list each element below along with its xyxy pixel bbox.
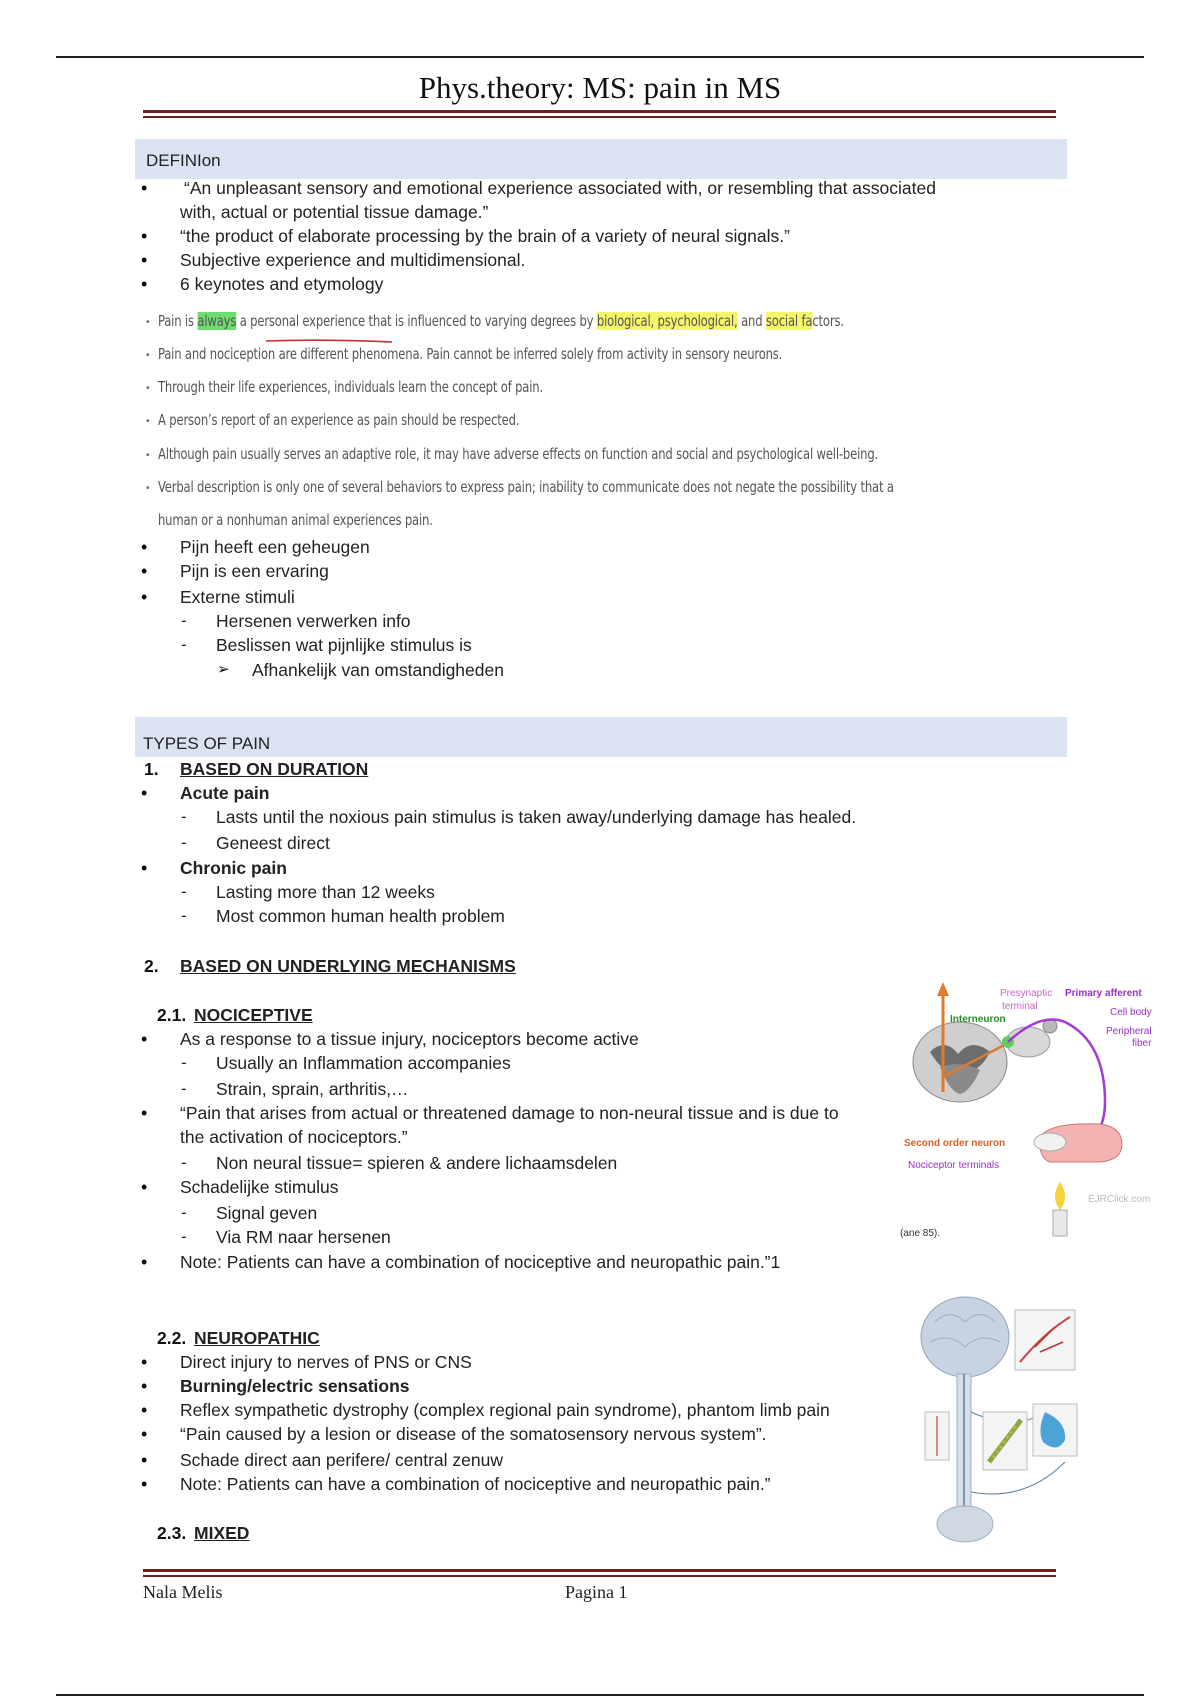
heading-neuropathic: NEUROPATHIC: [194, 1328, 320, 1348]
bullet-dot: •: [141, 1450, 148, 1470]
definition-section-label: DEFINIon: [146, 151, 221, 170]
chronic-item-2: Most common human health problem: [216, 906, 505, 926]
definition-quote-brain: “the product of elaborate processing by the brain of a variety of neural signals.”: [180, 226, 790, 246]
keynote-6a: Verbal description is only one of several behaviors to express pain; inability to communicate does not negate the possibility that a: [158, 478, 894, 496]
keynote-bullet: •: [146, 483, 150, 494]
neuro-item-4: “Pain caused by a lesion or disease of the somatosensory nervous system”.: [180, 1424, 767, 1444]
bullet-dot: •: [141, 178, 148, 198]
bullet-dot: •: [141, 1400, 148, 1420]
heading-mechanisms: BASED ON UNDERLYING MECHANISMS: [180, 956, 516, 976]
dutch-memory: Pijn heeft een geheugen: [180, 537, 370, 557]
bullet-dot: •: [141, 587, 148, 607]
sub-brain-process: Hersenen verwerken info: [216, 611, 411, 631]
bullet-dot: •: [141, 1252, 148, 1272]
keynote-bullet: •: [146, 450, 150, 461]
dutch-experience: Pijn is een ervaring: [180, 561, 329, 581]
arrow-bullet-icon: ➢: [217, 661, 230, 678]
subsub-circumstances: Afhankelijk van omstandigheden: [252, 660, 504, 680]
neuro-item-6: Note: Patients can have a combination of nociceptive and neuropathic pain.”: [180, 1474, 771, 1494]
figure-caption: (ane 85).: [900, 1228, 941, 1239]
dash-marker: -: [181, 833, 187, 852]
noci-strain: Strain, sprain, arthritis,…: [216, 1079, 409, 1099]
dash-marker: -: [181, 1203, 187, 1222]
footer-page-number: Pagina 1: [565, 1582, 628, 1602]
acute-item-2: Geneest direct: [216, 833, 330, 853]
label-nociceptor-terminals: Nociceptor terminals: [908, 1160, 1000, 1171]
title-rule: [143, 110, 1056, 118]
types-section-bar: [135, 717, 1067, 757]
neuropathic-pathway-figure: [915, 1292, 1095, 1552]
label-terminal: terminal: [1002, 1001, 1038, 1012]
noci-quote-line2: the activation of nociceptors.”: [180, 1127, 408, 1147]
acute-pain-label: Acute pain: [180, 783, 270, 803]
keynote-6b: human or a nonhuman animal experiences pain.: [158, 511, 433, 529]
keynote-bullet: •: [146, 416, 150, 427]
chronic-pain-label: Chronic pain: [180, 858, 287, 878]
types-section-label: TYPES OF PAIN: [143, 734, 271, 753]
dutch-external-stimuli: Externe stimuli: [180, 587, 295, 607]
footer-author: Nala Melis: [143, 1582, 223, 1602]
subheading-number: 2.2.: [157, 1328, 187, 1348]
keynote-5: Although pain usually serves an adaptive role, it may have adverse effects on function and social and psychological well-being.: [158, 445, 879, 463]
bullet-dot: •: [141, 561, 148, 581]
bullet-dot: •: [141, 1177, 148, 1197]
dash-marker: -: [181, 807, 187, 826]
definition-quote-line1: “An unpleasant sensory and emotional experience associated with, or resembling that associated: [184, 178, 936, 198]
bullet-dot: •: [141, 1474, 148, 1494]
keynote-2: Pain and nociception are different phenomena. Pain cannot be inferred solely from activity in sensory neurons.: [158, 345, 783, 363]
bullet-dot: •: [141, 1424, 148, 1444]
bullet-dot: •: [141, 858, 148, 878]
dash-marker: -: [181, 1153, 187, 1172]
page-title: Phys.theory: MS: pain in MS: [418, 70, 782, 105]
heading-nociceptive: NOCICEPTIVE: [194, 1005, 313, 1025]
figure-watermark: EJRClick.com: [1088, 1194, 1151, 1205]
label-presynaptic: Presynaptic: [1000, 988, 1053, 999]
keynote-bullet: •: [146, 383, 150, 394]
noci-harmful-stimulus: Schadelijke stimulus: [180, 1177, 339, 1197]
neuro-item-2: Burning/electric sensations: [180, 1376, 410, 1396]
dash-marker: -: [181, 882, 187, 901]
bullet-dot: •: [141, 537, 148, 557]
heading-number: 1.: [144, 759, 159, 779]
heading-number: 2.: [144, 956, 159, 976]
label-interneuron: Interneuron: [950, 1014, 1006, 1025]
dash-marker: -: [181, 635, 187, 654]
footer-rule: [143, 1569, 1056, 1577]
page-bottom-rule: [56, 1694, 1144, 1696]
bullet-dot: •: [141, 250, 148, 270]
definition-quote-line2: with, actual or potential tissue damage.”: [180, 202, 489, 222]
label-fiber: fiber: [1132, 1038, 1152, 1049]
red-underline-annotation: [264, 338, 394, 344]
noci-inflammation: Usually an Inflammation accompanies: [216, 1053, 511, 1073]
page-top-rule: [56, 56, 1144, 58]
bullet-dot: •: [141, 1352, 148, 1372]
label-second-order: Second order neuron: [904, 1138, 1006, 1149]
definition-section-bar: [135, 139, 1067, 179]
dash-marker: -: [181, 1079, 187, 1098]
noci-non-neural: Non neural tissue= spieren & andere lichaamsdelen: [216, 1153, 618, 1173]
noci-note: Note: Patients can have a combination of nociceptive and neuropathic pain.”1: [180, 1252, 781, 1272]
keynote-3: Through their life experiences, individuals learn the concept of pain.: [158, 378, 544, 396]
heading-duration: BASED ON DURATION: [180, 759, 369, 779]
dash-marker: -: [181, 1227, 187, 1246]
nociception-spinal-cord-figure: [900, 982, 1160, 1242]
noci-response: As a response to a tissue injury, nociceptors become active: [180, 1029, 639, 1049]
dash-marker: -: [181, 906, 187, 925]
label-primary-afferent: Primary afferent: [1065, 988, 1142, 999]
dash-marker: -: [181, 1053, 187, 1072]
noci-rm: Via RM naar hersenen: [216, 1227, 391, 1247]
bullet-dot: •: [141, 274, 148, 294]
acute-item-1: Lasts until the noxious pain stimulus is taken away/underlying damage has healed.: [216, 807, 857, 827]
noci-quote-line1: “Pain that arises from actual or threatened damage to non-neural tissue and is due to: [180, 1103, 839, 1123]
neuro-item-5: Schade direct aan perifere/ central zenuw: [180, 1450, 503, 1470]
subheading-number: 2.3.: [157, 1523, 187, 1543]
keynote-1: Pain is always a personal experience that is influenced to varying degrees by biological, psychological, and social factors.: [158, 312, 844, 330]
label-cell-body: Cell body: [1110, 1007, 1152, 1018]
keynote-4: A person’s report of an experience as pain should be respected.: [158, 411, 520, 429]
label-peripheral: Peripheral: [1106, 1026, 1152, 1037]
bullet-dot: •: [141, 783, 148, 803]
sub-decide: Beslissen wat pijnlijke stimulus is: [216, 635, 472, 655]
bullet-dot: •: [141, 1376, 148, 1396]
keynote-bullet: •: [146, 317, 150, 328]
neuro-item-3: Reflex sympathetic dystrophy (complex regional pain syndrome), phantom limb pain: [180, 1400, 830, 1420]
heading-mixed: MIXED: [194, 1523, 250, 1543]
definition-keynotes: 6 keynotes and etymology: [180, 274, 384, 294]
noci-signal: Signal geven: [216, 1203, 318, 1223]
bullet-dot: •: [141, 1103, 148, 1123]
bullet-dot: •: [141, 226, 148, 246]
subheading-number: 2.1.: [157, 1005, 187, 1025]
chronic-item-1: Lasting more than 12 weeks: [216, 882, 435, 902]
neuro-item-1: Direct injury to nerves of PNS or CNS: [180, 1352, 472, 1372]
keynote-bullet: •: [146, 350, 150, 361]
bullet-dot: •: [141, 1029, 148, 1049]
definition-subjective: Subjective experience and multidimensional.: [180, 250, 526, 270]
dash-marker: -: [181, 611, 187, 630]
